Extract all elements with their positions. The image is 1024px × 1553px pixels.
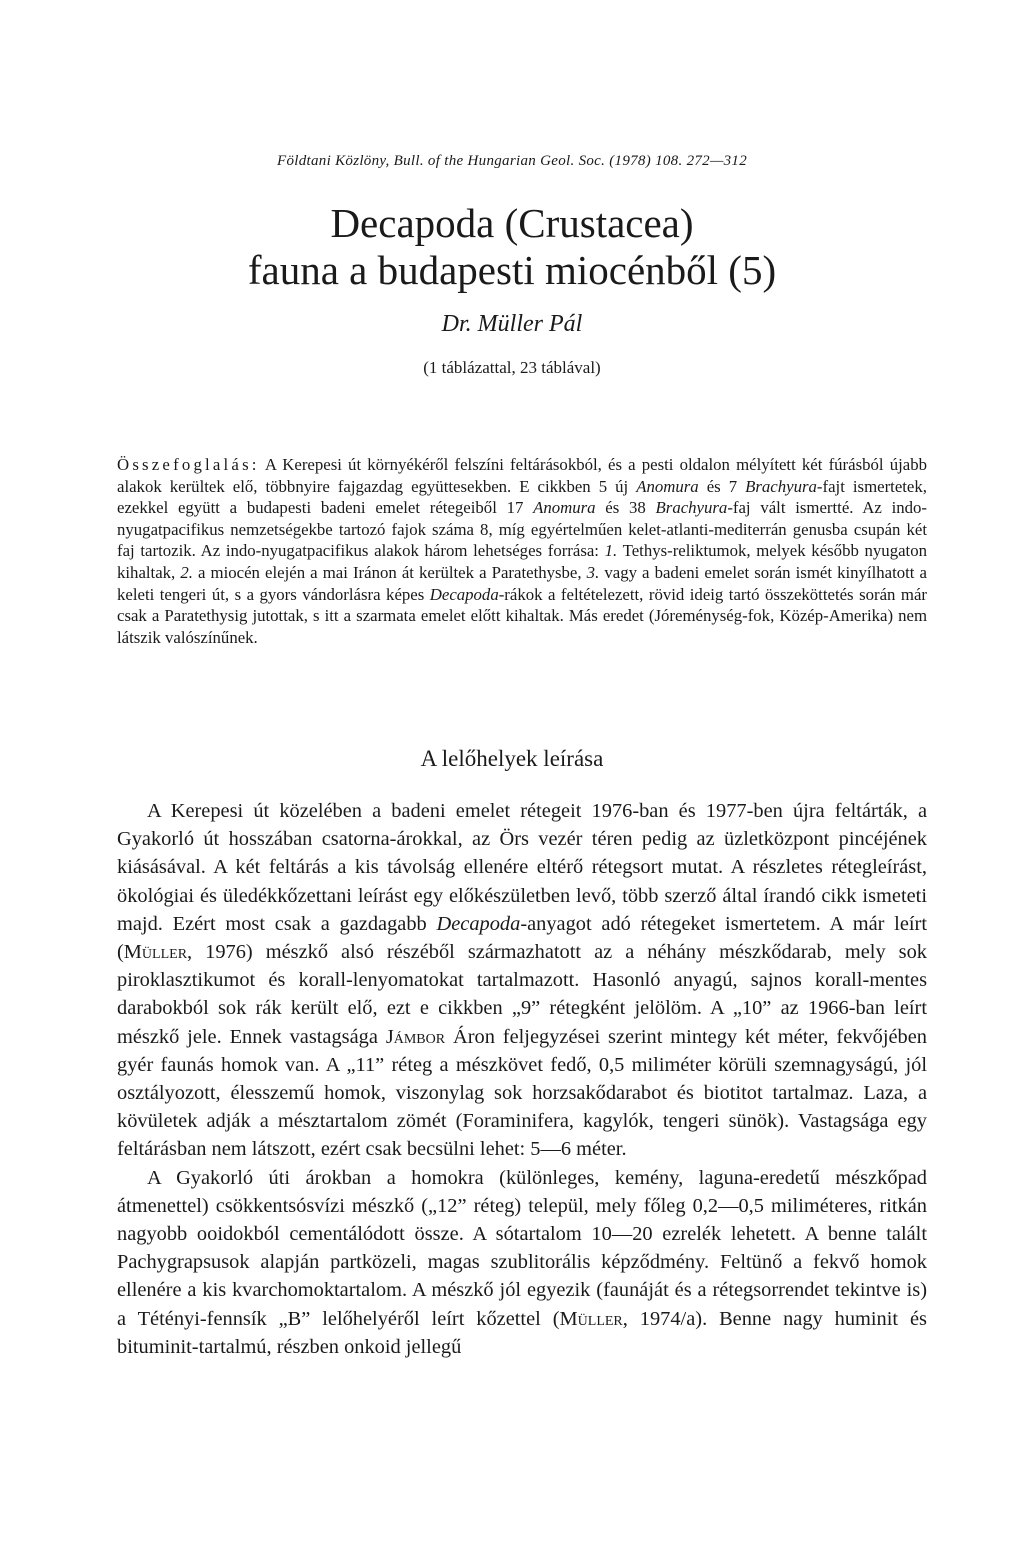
- list-number: 2.: [180, 562, 193, 582]
- abstract-text: vagy a badeni emelet során ismét kinyílhatott a keleti tengeri út, s a gyors vándorlásra képes: [117, 562, 927, 604]
- abstract-label: Összefoglalás:: [117, 455, 260, 474]
- taxon-name: Decapoda: [429, 584, 499, 604]
- taxon-name: Anomura: [533, 498, 596, 518]
- paragraph-text: , 1974/a). Benne nagy huminit és bituminit-tartalmú, részben onkoid jellegű: [117, 1307, 927, 1358]
- taxon-name: Brachyura: [745, 476, 817, 496]
- article-subtitle: (1 táblázattal, 23 táblával): [423, 358, 601, 377]
- body-text: [117, 797, 927, 1361]
- taxon-name: Anomura: [636, 476, 699, 496]
- abstract-text: -rákok a feltételezett, rövid ideig tartó összeköttetés során már csak a Paratethysig jutottak, s itt a szarmata emelet előtt kihaltak. Más eredet (Jóreménység-fok, Közép-Amerika) nem látszik valószínűnek.: [117, 584, 927, 647]
- taxon-name: Decapoda: [436, 912, 521, 935]
- abstract-text: -fajt ismertetek, ezekkel együtt a budapesti badeni emelet rétegeiből 17: [117, 476, 927, 518]
- paragraph-text: Áron feljegyzései szerint mintegy két méter, fekvőjében gyér faunás homok van. A „11” réteg a mészkövet fedő, 0,5 miliméter körüli szemnagyságú, jól osztályozott, élesszemű homok, viszonylag sok horzsakődarabot és biotitot tartalmaz. Laza, a kövületek adják a mésztartalom zömét (Foraminifera, kagylók, tengeri sünök). Vastagsága egy feltárásban nem látszott, ezért csak becsülni lehet: 5—6 méter.: [117, 1025, 927, 1161]
- paragraph-text: A Kerepesi út közelében a badeni emelet rétegeit 1976-ban és 1977-ben újra feltárták, a Gyakorló út hosszában csatorna-árokkal, az Örs vezér téren pedig az üzletközpont pincéjének kiásásával. A két feltárás a kis távolság ellenére eltérő rétegsort mutat. A részletes rétegleírást, ökológiai és üledékkőzettani leírást egy előkészületben levő, több szerző által írandó cikk ismeteti majd. Ezért most csak a gazdagabb: [117, 800, 927, 935]
- article-title-line-1: Decapoda (Crustacea): [330, 200, 694, 246]
- author-citation: Müller: [123, 941, 188, 964]
- journal-citation: Földtani Közlöny, Bull. of the Hungarian Geol. Soc. (1978) 108. 272—312: [276, 153, 748, 169]
- paragraph-text: , 1976) mészkő alsó részéből származhatott az a néhány mészkődarab, mely sok piroklasztikumot és korall-lenyomatokat tartalmazott. Hasonló anyagú, sajnos korall-mentes darabokból sok rák került elő, ezt e cikkben „9” rétegként jelölöm. A „10” az 1966-ban leírt mészkő jele. Ennek vastagsága: [117, 941, 927, 1048]
- abstract-text: A Kerepesi út környékéről felszíni feltárásokból, és a pesti oldalon mélyített két fúrásból újabb alakok kerültek elő, többnyire fajgazdag együttesekben. E cikkben 5 új: [117, 455, 927, 496]
- section-heading: A lelőhelyek leírása: [420, 746, 604, 771]
- paragraph-text: A Gyakorló úti árokban a homokra (különleges, kemény, laguna-eredetű mészkőpad átmenettel) csökkentsósvízi mészkő („12” réteg) települ, mely főleg 0,2—0,5 miliméteres, ritkán nagyobb ooidokból cementálódott össze. A sótartalom 10—20 ezrelék lehetett. A benne talált Pachygrapsusok alapján partközeli, magas szublitorális képződmény. Feltünő a fekvő homok ellenére a kis kvarchomoktartalom. A mészkő jól egyezik (faunáját és a rétegsorrendet tekintve is) a Tétényi-fennsík „B” lelőhelyéről leírt kőzettel (: [117, 1166, 927, 1330]
- taxon-name: Brachyura: [655, 498, 728, 518]
- author-citation: Müller: [559, 1307, 623, 1330]
- person-name: Jámbor: [385, 1025, 446, 1048]
- abstract-text: és 7: [698, 476, 746, 496]
- article-title-line-2: fauna a budapesti miocénből (5): [247, 247, 777, 293]
- list-number: 1.: [604, 541, 618, 561]
- abstract: [117, 454, 927, 648]
- abstract-text: Tethys-reliktumok, melyek később nyugaton kihaltak,: [117, 541, 927, 582]
- paragraph-text: -anyagot adó rétegeket ismertetem. A már leírt (: [117, 912, 927, 964]
- paragraph-2: [117, 1164, 927, 1361]
- abstract-text: -faj vált ismertté. Az indo-nyugatpacifikus nemzetségekbe tartozó fajok száma 8, míg egyértelműen kelet-atlanti-mediterrán genusba csupán két faj tartozik. Az indo-nyugatpacifikus alakok három lehetséges forrása:: [117, 498, 927, 561]
- abstract-text: a miocén elején a mai Iránon át kerültek a Paratethysbe,: [192, 562, 587, 582]
- author-name: Dr. Müller Pál: [441, 311, 583, 337]
- abstract-text: és 38: [595, 498, 656, 518]
- list-number: 3.: [586, 562, 600, 582]
- paragraph-1: [117, 797, 927, 1164]
